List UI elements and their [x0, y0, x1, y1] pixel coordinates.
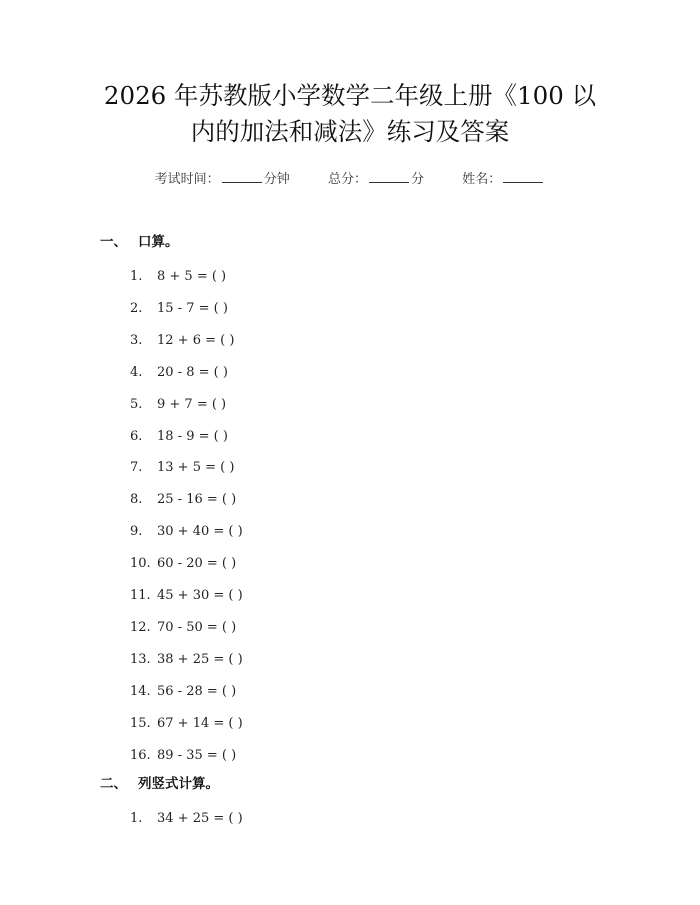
item-number: 16. — [130, 747, 151, 763]
item-expression: 60 - 20 = ( ) — [157, 556, 237, 572]
item-number: 3. — [130, 332, 143, 348]
item-number: 11. — [130, 588, 151, 603]
section-heading — [100, 772, 219, 792]
item-number: 1. — [130, 811, 143, 826]
item-expression: 89 - 35 = ( ) — [157, 747, 237, 763]
exercise-item — [130, 588, 243, 603]
item-number: 2. — [130, 300, 143, 316]
item-number: 8. — [130, 492, 143, 508]
item-number: 10. — [130, 556, 151, 572]
item-number: 13. — [130, 651, 151, 667]
document-title — [60, 78, 640, 150]
exercise-item — [130, 492, 236, 507]
item-expression: 45 + 30 = ( ) — [157, 588, 243, 603]
time-unit: 分钟 — [263, 172, 290, 187]
time-label: 考试时间： — [154, 172, 220, 187]
item-expression: 18 - 9 = ( ) — [157, 428, 228, 444]
exercise-item — [130, 716, 243, 731]
item-number: 1. — [130, 269, 143, 284]
exercise-item — [130, 301, 228, 316]
item-number: 15. — [130, 715, 151, 731]
exercise-item — [130, 524, 243, 539]
item-number: 12. — [130, 619, 151, 635]
item-expression: 30 + 40 = ( ) — [157, 524, 243, 540]
exercise-item — [130, 620, 236, 635]
score-unit: 分 — [411, 172, 425, 187]
item-expression: 20 - 8 = ( ) — [157, 364, 228, 380]
section-title: 列竖式计算。 — [138, 776, 219, 792]
item-expression: 56 - 28 = ( ) — [157, 683, 237, 699]
exercise-item — [130, 652, 243, 667]
section-title: 口算。 — [138, 234, 179, 250]
item-number: 7. — [130, 460, 143, 476]
exercise-item — [130, 684, 236, 699]
exercise-item — [130, 397, 226, 412]
section-number: 二、 — [100, 776, 127, 792]
exercise-item — [130, 429, 228, 444]
item-expression: 12 + 6 = ( ) — [157, 332, 235, 348]
item-expression: 70 - 50 = ( ) — [157, 619, 237, 635]
item-expression: 13 + 5 = ( ) — [157, 460, 235, 476]
title-line-2: 内的加法和减法》练习及答案 — [190, 117, 510, 146]
section-number: 一、 — [100, 234, 127, 250]
exercise-item — [130, 811, 243, 826]
exercise-item — [130, 269, 226, 284]
item-number: 5. — [130, 396, 143, 412]
item-expression: 8 + 5 = ( ) — [157, 269, 227, 284]
item-number: 14. — [130, 683, 151, 699]
name-label: 姓名： — [462, 172, 502, 187]
item-expression: 38 + 25 = ( ) — [157, 651, 243, 667]
score-blank — [369, 170, 409, 183]
exercise-item — [130, 460, 234, 475]
item-expression: 25 - 16 = ( ) — [157, 492, 237, 508]
item-number: 9. — [130, 524, 143, 540]
item-number: 4. — [130, 364, 143, 380]
exercise-item — [130, 748, 236, 763]
item-expression: 9 + 7 = ( ) — [157, 396, 227, 412]
item-number: 6. — [130, 428, 143, 444]
exam-meta — [0, 168, 700, 187]
section-heading — [100, 230, 179, 250]
item-expression: 67 + 14 = ( ) — [157, 715, 243, 731]
time-blank — [222, 170, 262, 183]
exercise-item — [130, 365, 228, 380]
exercise-item — [130, 556, 236, 571]
item-expression: 34 + 25 = ( ) — [157, 811, 243, 826]
score-label: 总分： — [327, 172, 367, 187]
item-expression: 15 - 7 = ( ) — [157, 300, 228, 316]
title-line-1: 2026 年苏教版小学数学二年级上册《100 以 — [103, 81, 597, 110]
exercise-item — [130, 333, 234, 348]
name-blank — [503, 170, 543, 183]
